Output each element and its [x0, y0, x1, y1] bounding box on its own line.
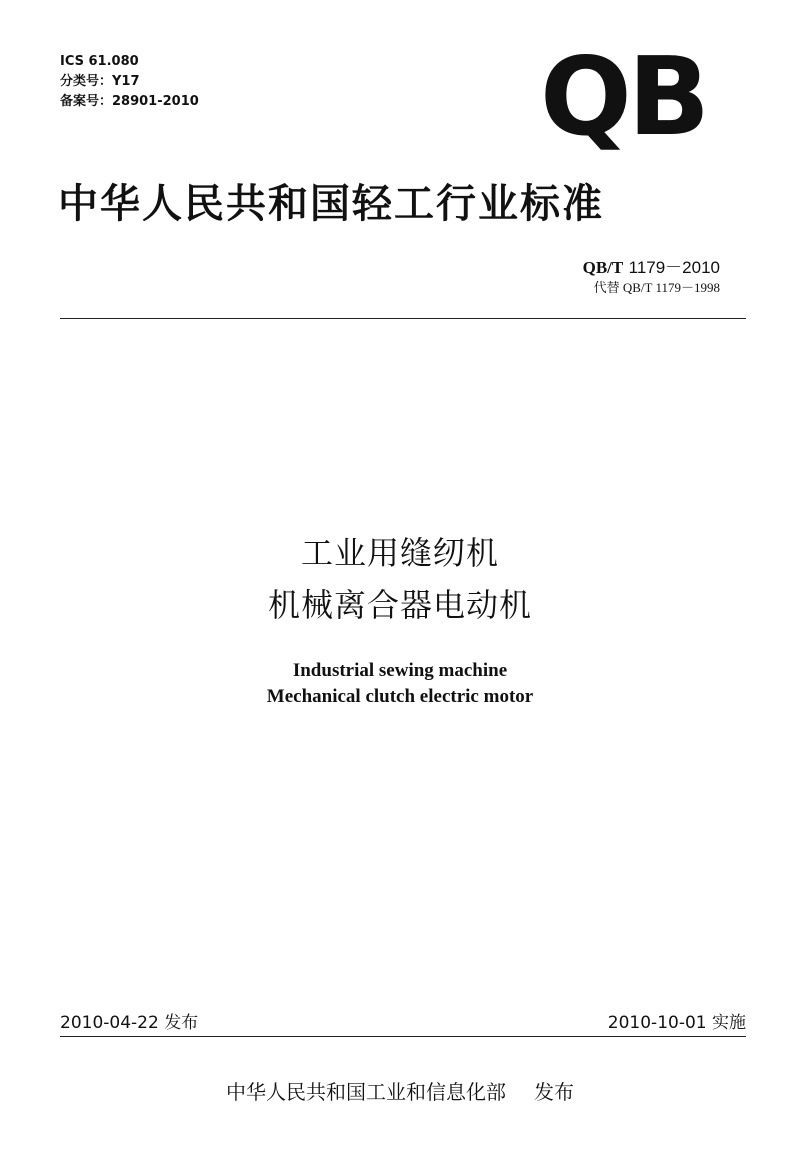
replaces-standard: 代替 QB/T 1179－1998 — [593, 280, 720, 295]
english-title-line-2: Mechanical clutch electric motor — [266, 686, 534, 707]
chinese-title-line-2: 机械离合器电动机 — [267, 586, 532, 624]
document-metadata — [60, 52, 199, 112]
footer-divider — [60, 1036, 746, 1037]
standard-code-prefix: QB/T — [582, 258, 624, 277]
standard-number: 1179－2010 — [628, 258, 720, 277]
issue-date: 2010-04-22 发布 — [60, 1013, 199, 1033]
record-number: 备案号：28901-2010 — [60, 94, 199, 109]
english-title-line-1: Industrial sewing machine — [292, 660, 508, 681]
effective-date: 2010-10-01 实施 — [607, 1013, 746, 1033]
ics-code: ICS 61.080 — [60, 54, 139, 69]
classification-number: 分类号：Y17 — [60, 74, 140, 89]
standard-title: 中华人民共和国轻工行业标准 — [58, 181, 604, 227]
issuer-action: 发布 — [534, 1080, 574, 1104]
chinese-title-line-1: 工业用缝纫机 — [300, 534, 499, 572]
issuing-authority — [0, 1076, 800, 1105]
qb-logo: QB — [540, 35, 707, 160]
header-divider — [60, 318, 746, 319]
issuer-name: 中华人民共和国工业和信息化部 — [226, 1080, 506, 1104]
standard-code — [583, 253, 720, 278]
